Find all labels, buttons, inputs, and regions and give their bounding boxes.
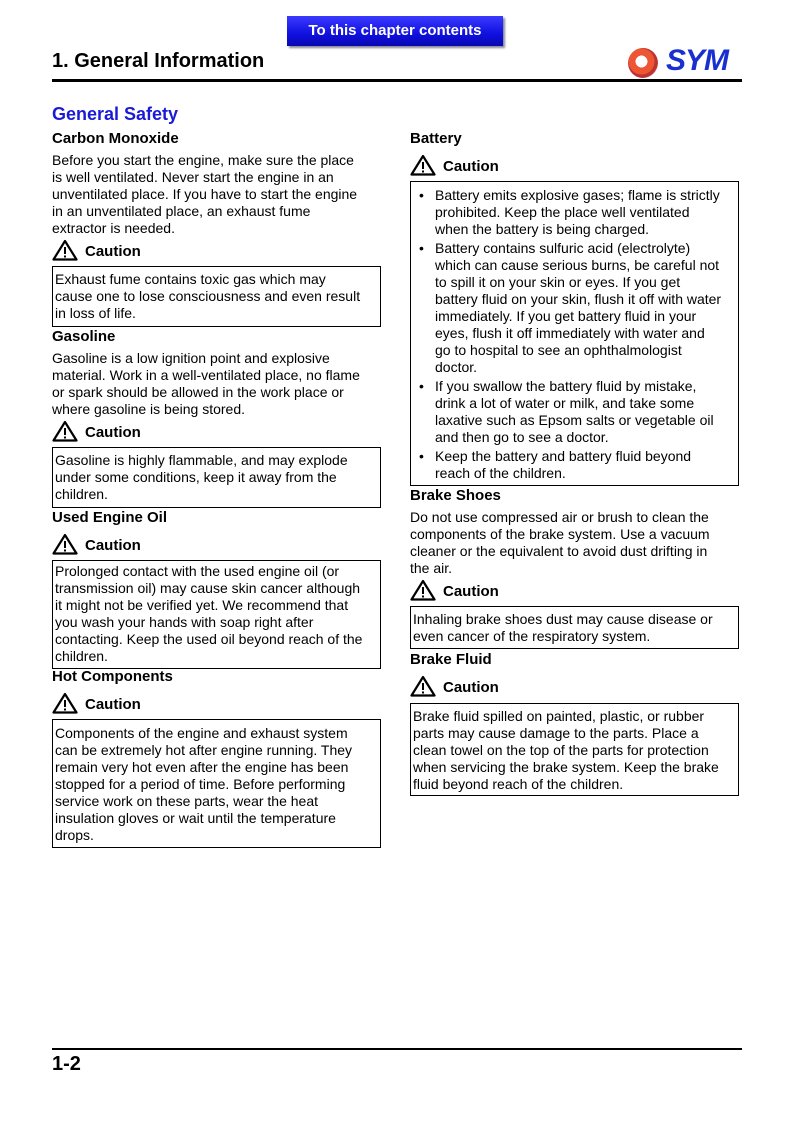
caution-text: Caution: [443, 583, 499, 600]
heading-carbon-monoxide: Carbon Monoxide: [52, 130, 179, 147]
caution-box-brake-shoes: [410, 606, 739, 649]
text-line: to spill it on your skin or eyes. If you get: [435, 274, 681, 290]
text-line: children.: [55, 486, 108, 502]
text-line: cleaner or the equivalent to avoid dust drifting in: [410, 543, 708, 559]
logo-text: SYM: [666, 44, 729, 77]
text-line: drops.: [55, 827, 94, 843]
bullet-icon: •: [419, 448, 424, 464]
text-line: reach of the children.: [435, 465, 566, 481]
bullet-icon: •: [419, 187, 424, 203]
text-line: extractor is needed.: [52, 220, 175, 236]
warning-triangle-icon: [52, 239, 78, 261]
caution-text: Caution: [85, 537, 141, 554]
text-line: fluid beyond reach of the children.: [413, 776, 624, 792]
text-line: Components of the engine and exhaust system: [55, 725, 348, 741]
caution-box-brake-fluid: [410, 703, 739, 796]
text-line: eyes, flush it off immediately with water and: [435, 325, 705, 341]
text-line: go to hospital to see an ophthalmologist: [435, 342, 682, 358]
text-line: or spark should be allowed in the work place or: [52, 384, 344, 400]
text-line: is well ventilated. Never start the engine in an: [52, 169, 334, 185]
text-line: unventilated place. If you have to start the engine: [52, 186, 358, 202]
caution-box-oil: [52, 560, 381, 669]
text-line: Gasoline is a low ignition point and explosive: [52, 350, 330, 366]
text-line: Before you start the engine, make sure the place: [52, 152, 354, 168]
warning-triangle-icon: [52, 420, 78, 442]
text-line: components of the brake system. Use a vacuum: [410, 526, 710, 542]
text-line: it might not be verified yet. We recommend that: [55, 597, 349, 613]
section-title: General Safety: [52, 104, 179, 124]
warning-triangle-icon: [410, 154, 436, 176]
header-divider: [52, 79, 742, 82]
text-line: laxative such as Epsom salts or vegetable oil: [435, 412, 714, 428]
page-title: 1. General Information: [52, 50, 265, 72]
battery-bullet-item: [413, 378, 736, 446]
text-line: when the battery is being charged.: [435, 221, 650, 237]
text-line: doctor.: [435, 359, 478, 375]
battery-bullet-item: [413, 448, 736, 482]
text-line: Inhaling brake shoes dust may cause disease or: [413, 611, 713, 627]
warning-triangle-icon: [52, 533, 78, 555]
caution-text: Caution: [85, 696, 141, 713]
text-line: under some conditions, keep it away from the: [55, 469, 337, 485]
text-line: Prolonged contact with the used engine oil (or: [55, 563, 340, 579]
text-line: cause one to lose consciousness and even result: [55, 288, 361, 304]
text-line: contacting. Keep the used oil beyond reach of the: [55, 631, 363, 647]
text-line: in loss of life.: [55, 305, 136, 321]
text-line: battery fluid on your skin, flush it off with water: [435, 291, 722, 307]
text-line: in an unventilated place, an exhaust fume: [52, 203, 311, 219]
bullet-icon: •: [419, 378, 424, 394]
sym-logo: [626, 46, 744, 78]
text-line: Keep the battery and battery fluid beyond: [435, 448, 692, 464]
text-line: immediately. If you get battery fluid in your: [435, 308, 697, 324]
brake-shoes-text: [410, 509, 710, 577]
text-line: and then go to see a doctor.: [435, 429, 609, 445]
caution-box-carbon: [52, 266, 381, 327]
text-line: prohibited. Keep the place well ventilated: [435, 204, 690, 220]
caution-text: Caution: [443, 679, 499, 696]
text-line: Brake fluid spilled on painted, plastic, or rubber: [413, 708, 705, 724]
chapter-contents-button[interactable]: To this chapter contents: [287, 16, 503, 46]
text-line: can be extremely hot after engine running. They: [55, 742, 353, 758]
sym-emblem-icon: [628, 48, 658, 78]
text-line: even cancer of the respiratory system.: [413, 628, 651, 644]
text-line: If you swallow the battery fluid by mistake,: [435, 378, 697, 394]
text-line: remain very hot even after the engine has been: [55, 759, 349, 775]
text-line: material. Work in a well-ventilated place, no flame: [52, 367, 360, 383]
caution-box-battery: [410, 181, 739, 486]
text-line: you wash your hands with soap right after: [55, 614, 314, 630]
text-line: transmission oil) may cause skin cancer although: [55, 580, 361, 596]
text-line: the air.: [410, 560, 453, 576]
heading-brake-shoes: Brake Shoes: [410, 487, 501, 504]
warning-triangle-icon: [52, 692, 78, 714]
footer-divider: [52, 1048, 742, 1050]
carbon-monoxide-text: [52, 152, 357, 237]
caution-text: Caution: [443, 158, 499, 175]
text-line: children.: [55, 648, 108, 664]
text-line: Battery contains sulfuric acid (electrolyte): [435, 240, 691, 256]
text-line: Exhaust fume contains toxic gas which may: [55, 271, 326, 287]
heading-hot-components: Hot Components: [52, 668, 173, 685]
text-line: when servicing the brake system. Keep the brake: [413, 759, 719, 775]
gasoline-text: [52, 350, 360, 418]
heading-used-engine-oil: Used Engine Oil: [52, 509, 168, 526]
caution-text: Caution: [85, 243, 141, 260]
heading-brake-fluid: Brake Fluid: [410, 651, 492, 668]
text-line: where gasoline is being stored.: [52, 401, 246, 417]
text-line: Do not use compressed air or brush to clean the: [410, 509, 709, 525]
battery-bullet-item: [413, 240, 736, 376]
text-line: Battery emits explosive gases; flame is strictly: [435, 187, 720, 203]
battery-bullet-item: [413, 187, 736, 238]
text-line: Gasoline is highly flammable, and may explode: [55, 452, 348, 468]
text-line: parts may cause damage to the parts. Place a: [413, 725, 699, 741]
warning-triangle-icon: [410, 675, 436, 697]
text-line: drink a lot of water or milk, and take some: [435, 395, 695, 411]
page-number: 1-2: [52, 1053, 81, 1075]
heading-battery: Battery: [410, 130, 462, 147]
heading-gasoline: Gasoline: [52, 328, 116, 345]
caution-text: Caution: [85, 424, 141, 441]
caution-box-gasoline: [52, 447, 381, 508]
text-line: stopped for a period of time. Before performing: [55, 776, 346, 792]
bullet-icon: •: [419, 240, 424, 256]
caution-box-hot: [52, 719, 381, 848]
text-line: clean towel on the top of the parts for protection: [413, 742, 709, 758]
text-line: service work on these parts, wear the heat: [55, 793, 319, 809]
text-line: which can cause serious burns, be careful not: [435, 257, 720, 273]
warning-triangle-icon: [410, 579, 436, 601]
text-line: insulation gloves or wait until the temperature: [55, 810, 336, 826]
